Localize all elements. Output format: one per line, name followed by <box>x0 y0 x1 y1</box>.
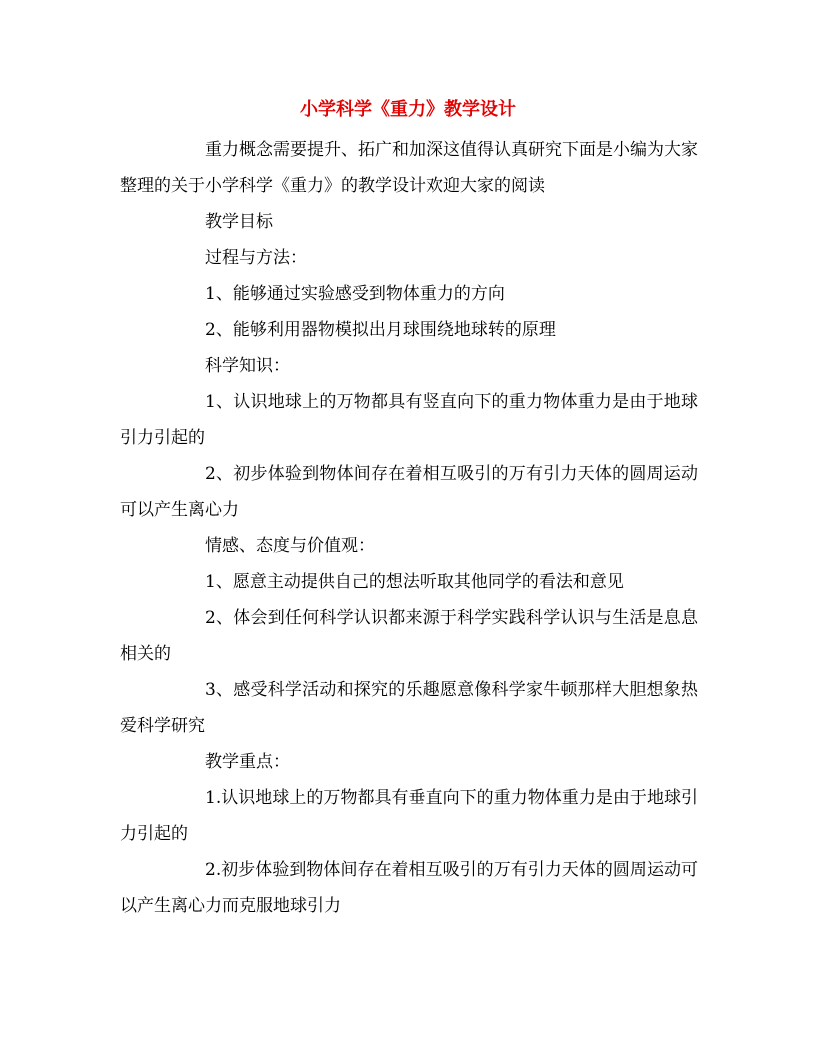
document-body <box>120 132 698 924</box>
list-item: 1、认识地球上的万物都具有竖直向下的重力物体重力是由于地球引力引起的 <box>120 392 698 448</box>
subheading-process-method: 过程与方法： <box>205 248 307 268</box>
intro-paragraph: 重力概念需要提升、拓广和加深这值得认真研究下面是小编为大家整理的关于小学科学《重力》的教学设计欢迎大家的阅读 <box>120 140 698 196</box>
list-item: 1、能够通过实验感受到物体重力的方向 <box>205 284 505 304</box>
list-item: 2、初步体验到物体间存在着相互吸引的万有引力天体的圆周运动可以产生离心力 <box>120 464 698 520</box>
document-title: 小学科学《重力》教学设计 <box>300 99 516 120</box>
subheading-science-knowledge: 科学知识： <box>205 356 290 376</box>
list-item: 2、能够利用器物模拟出月球围绕地球转的原理 <box>205 320 556 340</box>
list-item: 1.认识地球上的万物都具有垂直向下的重力物体重力是由于地球引力引起的 <box>120 788 698 844</box>
list-item: 2、体会到任何科学认识都来源于科学实践科学认识与生活是息息相关的 <box>120 608 698 664</box>
list-item: 3、感受科学活动和探究的乐趣愿意像科学家牛顿那样大胆想象热爱科学研究 <box>120 680 698 736</box>
list-item: 1、愿意主动提供自己的想法听取其他同学的看法和意见 <box>205 572 624 592</box>
subheading-key-points: 教学重点： <box>205 752 290 772</box>
list-item: 2.初步体验到物体间存在着相互吸引的万有引力天体的圆周运动可以产生离心力而克服地球引力 <box>120 860 698 916</box>
subheading-attitude-values: 情感、态度与价值观： <box>205 536 375 556</box>
section-heading-objectives: 教学目标 <box>205 212 273 232</box>
